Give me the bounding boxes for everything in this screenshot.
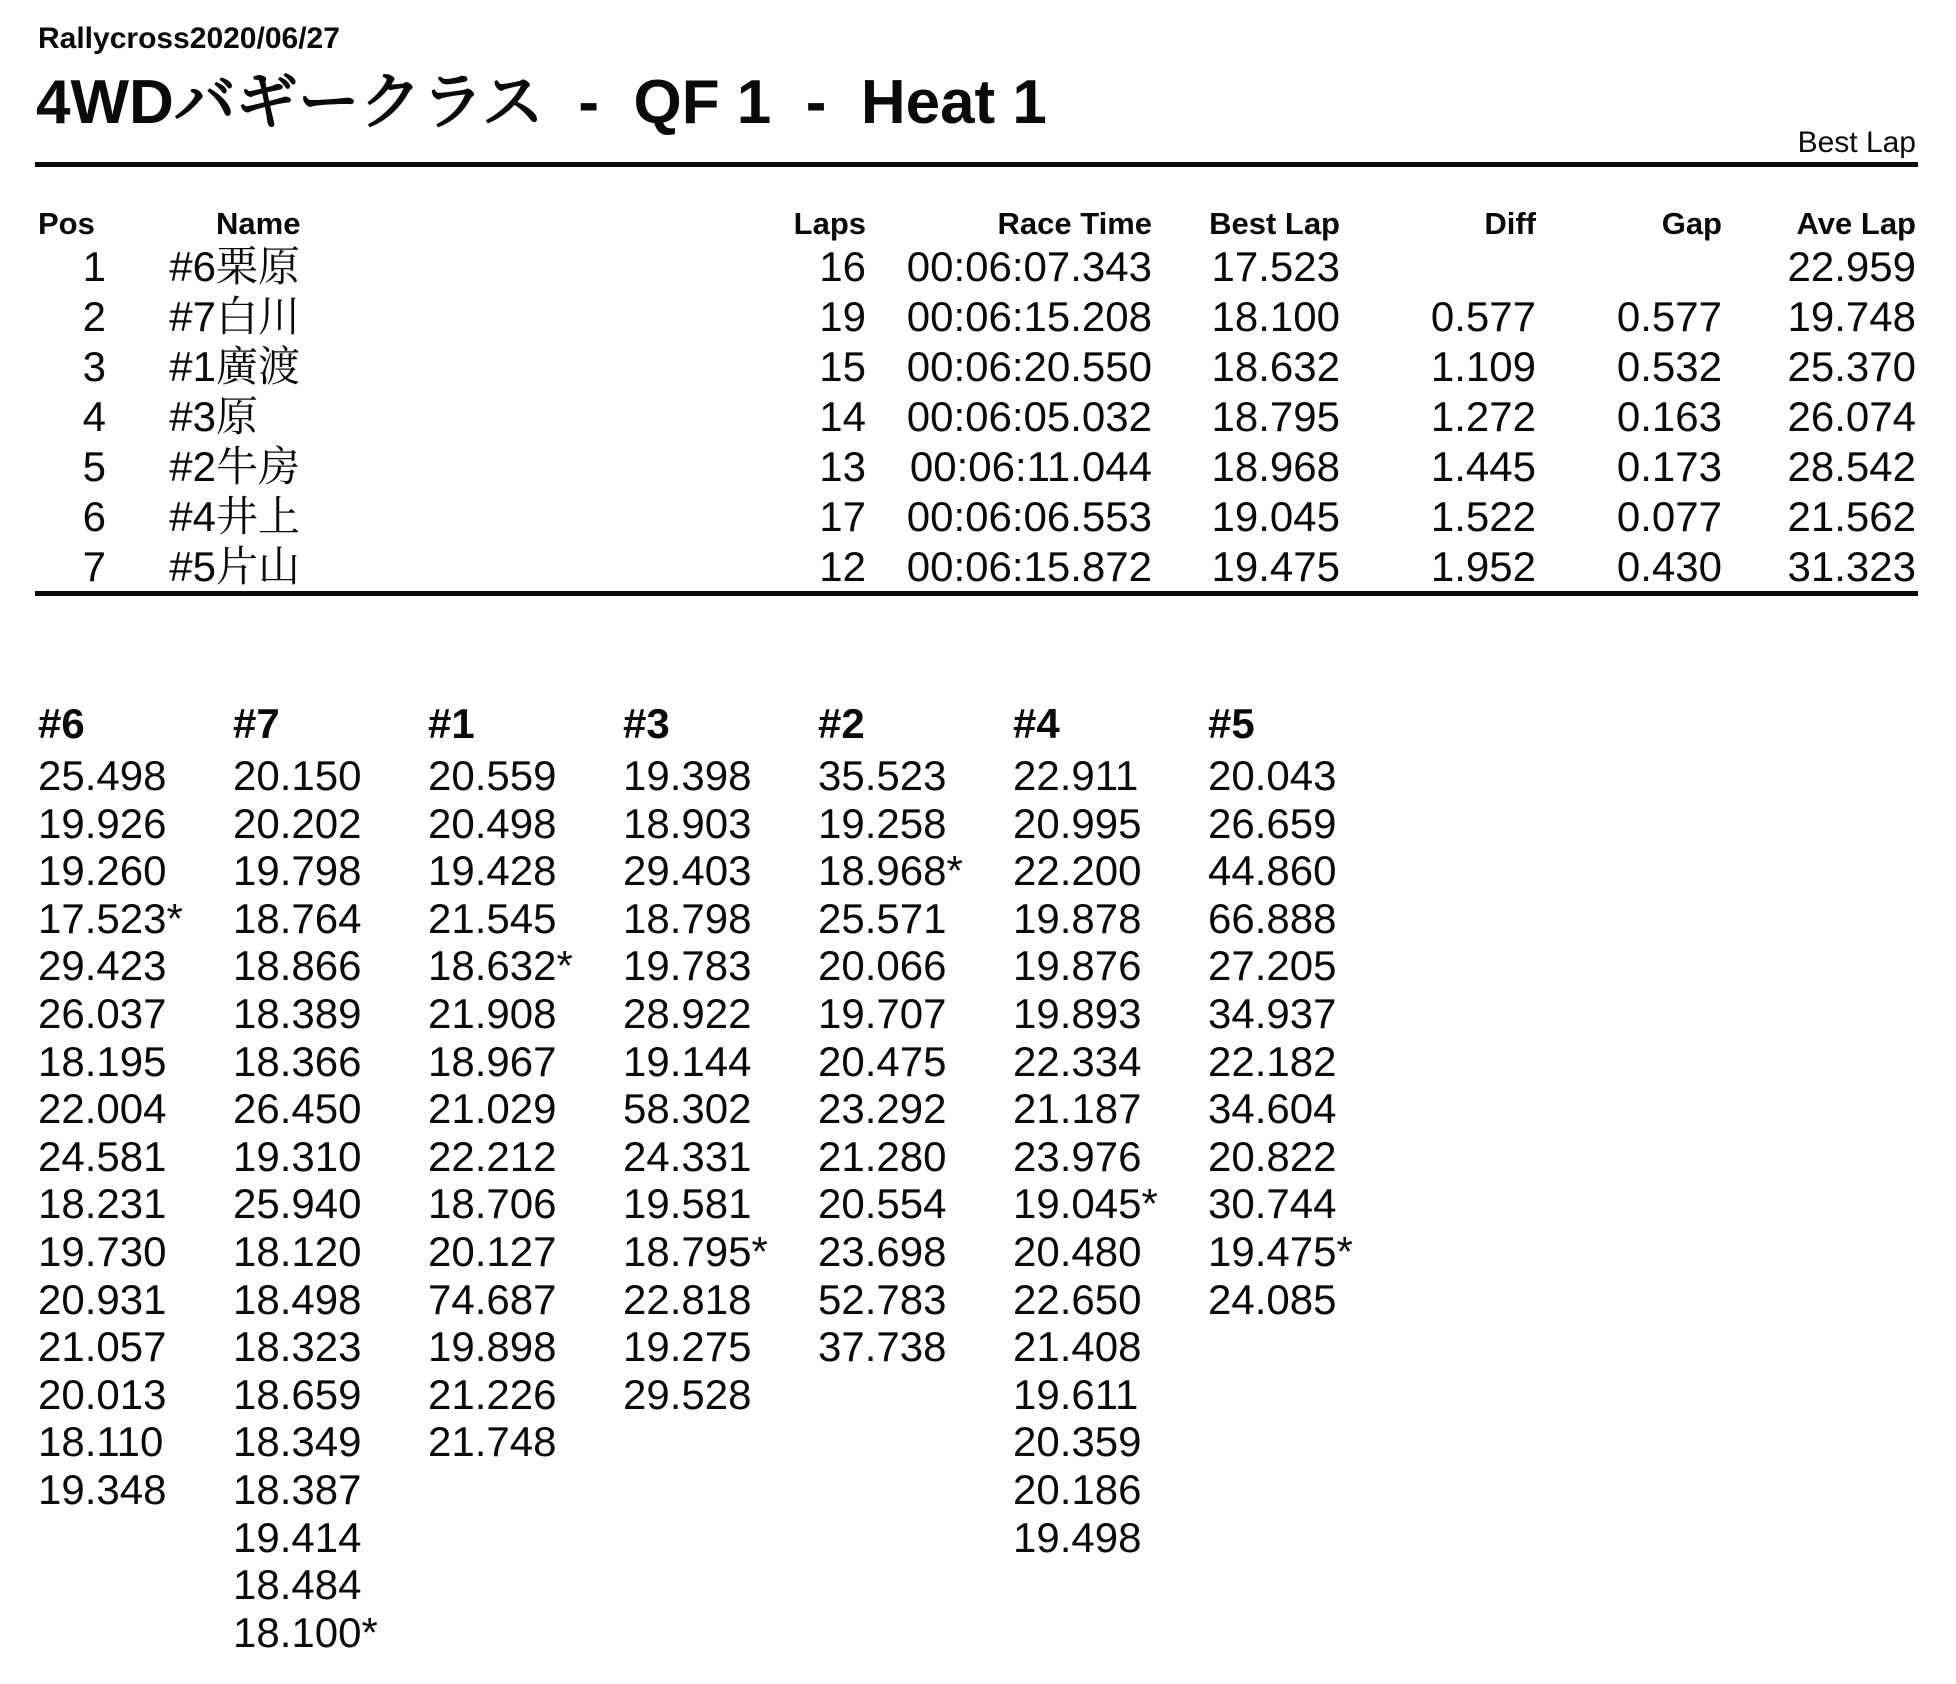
lap-time: 18.387 — [233, 1465, 362, 1513]
diff-cell: 1.952 — [1430, 543, 1536, 590]
lap-column-car1 — [428, 700, 623, 1656]
lap-time: 19.898 — [428, 1323, 557, 1371]
result-row — [38, 492, 1916, 542]
lap-time: 19.498 — [1013, 1513, 1142, 1561]
lap-value-list — [233, 752, 428, 1656]
car-number-cell: #5 — [169, 543, 216, 590]
diff-cell: 1.445 — [1430, 443, 1536, 490]
col-laps: Laps — [793, 206, 866, 241]
lap-times-section — [38, 700, 1403, 1656]
lap-time: 22.334 — [1013, 1037, 1142, 1085]
lap-time: 22.212 — [428, 1132, 557, 1180]
lap-time: 24.085 — [1208, 1275, 1337, 1323]
lap-time: 22.818 — [623, 1275, 752, 1323]
lap-time: 18.798 — [623, 894, 752, 942]
ave-lap-cell: 31.323 — [1787, 543, 1916, 590]
best-lap-cell: 18.968 — [1211, 443, 1340, 490]
lap-time: 18.349 — [233, 1418, 362, 1466]
diff-cell: 1.272 — [1430, 393, 1536, 440]
lap-time: 19.260 — [38, 847, 167, 895]
lap-value-list — [38, 752, 233, 1514]
lap-time: 18.498 — [233, 1275, 362, 1323]
lap-time: 22.182 — [1208, 1037, 1337, 1085]
lap-column-header: #2 — [818, 700, 865, 747]
position-cell: 5 — [82, 443, 106, 490]
lap-time: 20.202 — [233, 799, 362, 847]
lap-column-header: #5 — [1208, 700, 1255, 747]
diff-cell — [1340, 242, 1536, 292]
lap-value-list — [623, 752, 818, 1418]
diff-cell: 1.109 — [1430, 343, 1536, 390]
lap-time: 19.893 — [1013, 989, 1142, 1037]
lap-time: 26.450 — [233, 1085, 362, 1133]
lap-column-car6 — [38, 700, 233, 1656]
lap-time: 37.738 — [818, 1323, 947, 1371]
results-table — [38, 196, 1916, 592]
lap-value-list — [428, 752, 623, 1466]
lap-time: 19.414 — [233, 1513, 362, 1561]
ave-lap-cell: 21.562 — [1787, 493, 1916, 540]
lap-time: 21.748 — [428, 1418, 557, 1466]
position-cell: 1 — [82, 243, 106, 290]
lap-time: 24.331 — [623, 1132, 752, 1180]
lap-time: 18.795* — [623, 1227, 768, 1275]
lap-time: 20.559 — [428, 752, 557, 799]
lap-column-car4 — [1013, 700, 1208, 1656]
car-number-cell: #6 — [169, 243, 216, 290]
lap-time: 18.389 — [233, 989, 362, 1037]
lap-time: 20.475 — [818, 1037, 947, 1085]
ave-lap-cell: 25.370 — [1787, 343, 1916, 390]
lap-time: 58.302 — [623, 1085, 752, 1133]
lap-time: 19.258 — [818, 799, 947, 847]
car-number-cell: #3 — [169, 393, 216, 440]
laps-cell: 19 — [819, 293, 866, 340]
lap-time: 22.911 — [1013, 752, 1139, 799]
col-race-time: Race Time — [997, 206, 1152, 241]
result-row — [38, 392, 1916, 442]
lap-time: 27.205 — [1208, 942, 1337, 990]
lap-time: 18.903 — [623, 799, 752, 847]
lap-time: 20.480 — [1013, 1227, 1142, 1275]
results-body — [38, 242, 1916, 592]
lap-time: 18.706 — [428, 1180, 557, 1228]
laps-cell: 13 — [819, 443, 866, 490]
lap-time: 20.127 — [428, 1227, 557, 1275]
ave-lap-cell: 19.748 — [1787, 293, 1916, 340]
lap-column-header: #3 — [623, 700, 670, 747]
race-time-cell: 00:06:05.032 — [906, 393, 1152, 440]
lap-time: 35.523 — [818, 752, 947, 799]
lap-time: 19.707 — [818, 989, 947, 1037]
position-cell: 6 — [82, 493, 106, 540]
lap-time: 29.403 — [623, 847, 752, 895]
results-header-row — [38, 196, 1916, 242]
lap-time: 19.428 — [428, 847, 557, 895]
race-time-cell: 00:06:07.343 — [906, 243, 1152, 290]
best-lap-cell: 18.632 — [1211, 343, 1340, 390]
col-diff: Diff — [1484, 206, 1536, 241]
race-time-cell: 00:06:11.044 — [909, 443, 1152, 490]
lap-time: 19.798 — [233, 847, 362, 895]
driver-name-cell: 栗原 — [216, 243, 301, 290]
ave-lap-cell: 26.074 — [1787, 393, 1916, 440]
lap-time: 34.604 — [1208, 1085, 1337, 1133]
lap-time: 20.359 — [1013, 1418, 1142, 1466]
result-row — [38, 242, 1916, 292]
result-row — [38, 442, 1916, 492]
lap-time: 25.498 — [38, 752, 167, 799]
race-time-cell: 00:06:06.553 — [906, 493, 1152, 540]
page-title: 4WDバギークラス - QF 1 - Heat 1 — [36, 68, 1047, 137]
header-rule — [35, 162, 1918, 167]
lap-time: 20.066 — [818, 942, 947, 990]
lap-time: 19.878 — [1013, 894, 1142, 942]
lap-time: 21.280 — [818, 1132, 947, 1180]
lap-time: 21.408 — [1013, 1323, 1142, 1371]
diff-cell: 1.522 — [1430, 493, 1536, 540]
col-car-number — [106, 196, 216, 242]
position-cell: 4 — [82, 393, 106, 440]
lap-time: 22.650 — [1013, 1275, 1142, 1323]
best-lap-cell: 17.523 — [1211, 243, 1340, 290]
lap-time: 18.632* — [428, 942, 573, 990]
laps-cell: 15 — [819, 343, 866, 390]
best-lap-cell: 18.795 — [1211, 393, 1340, 440]
car-number-cell: #4 — [169, 493, 216, 540]
lap-time: 19.398 — [623, 752, 752, 799]
driver-name-cell: 片山 — [216, 543, 301, 590]
lap-time: 19.581 — [623, 1180, 752, 1228]
lap-time: 19.611 — [1013, 1370, 1139, 1418]
position-cell: 3 — [82, 343, 106, 390]
lap-value-list — [818, 752, 1013, 1371]
lap-column-car7 — [233, 700, 428, 1656]
lap-column-header: #4 — [1013, 700, 1060, 747]
gap-cell: 0.577 — [1616, 293, 1722, 340]
gap-cell: 0.173 — [1616, 443, 1722, 490]
lap-time: 20.043 — [1208, 752, 1337, 799]
gap-cell — [1536, 242, 1722, 292]
event-date-label: Rallycross2020/06/27 — [38, 22, 340, 55]
lap-time: 18.195 — [38, 1037, 167, 1085]
laps-cell: 14 — [819, 393, 866, 440]
lap-time: 20.822 — [1208, 1132, 1337, 1180]
lap-time: 19.783 — [623, 942, 752, 990]
lap-time: 66.888 — [1208, 894, 1337, 942]
lap-time: 19.475* — [1208, 1227, 1353, 1275]
lap-column-header: #1 — [428, 700, 475, 747]
car-number-cell: #7 — [169, 293, 216, 340]
lap-time: 21.545 — [428, 894, 557, 942]
lap-time: 74.687 — [428, 1275, 557, 1323]
lap-time: 21.226 — [428, 1370, 557, 1418]
lap-time: 29.528 — [623, 1370, 752, 1418]
gap-cell: 0.077 — [1616, 493, 1722, 540]
gap-cell: 0.532 — [1616, 343, 1722, 390]
lap-column-header: #6 — [38, 700, 85, 747]
lap-time: 44.860 — [1208, 847, 1337, 895]
lap-time: 20.554 — [818, 1180, 947, 1228]
lap-column-car5 — [1208, 700, 1403, 1656]
lap-time: 19.348 — [38, 1465, 167, 1513]
lap-time: 18.968* — [818, 847, 963, 895]
position-cell: 2 — [82, 293, 106, 340]
laps-cell: 17 — [819, 493, 866, 540]
best-lap-corner-label: Best Lap — [1797, 126, 1916, 159]
col-ave-lap: Ave Lap — [1796, 206, 1916, 241]
laps-cell: 12 — [819, 543, 866, 590]
position-cell: 7 — [82, 543, 106, 590]
lap-time: 20.995 — [1013, 799, 1142, 847]
lap-value-list — [1013, 752, 1208, 1561]
lap-time: 18.484 — [233, 1561, 362, 1609]
lap-time: 21.057 — [38, 1323, 167, 1371]
lap-time: 18.110 — [38, 1418, 164, 1466]
lap-time: 26.037 — [38, 989, 167, 1037]
ave-lap-cell: 22.959 — [1787, 243, 1916, 290]
driver-name-cell: 廣渡 — [216, 343, 301, 390]
lap-time: 28.922 — [623, 989, 752, 1037]
lap-time: 19.926 — [38, 799, 167, 847]
col-name: Name — [216, 206, 301, 241]
result-row — [38, 292, 1916, 342]
race-time-cell: 00:06:15.208 — [906, 293, 1152, 340]
lap-time: 19.045* — [1013, 1180, 1158, 1228]
lap-time: 34.937 — [1208, 989, 1337, 1037]
best-lap-cell: 19.045 — [1211, 493, 1340, 540]
race-time-cell: 00:06:20.550 — [906, 343, 1152, 390]
laps-cell: 16 — [819, 243, 866, 290]
lap-time: 25.940 — [233, 1180, 362, 1228]
lap-time: 21.908 — [428, 989, 557, 1037]
diff-cell: 0.577 — [1430, 293, 1536, 340]
lap-time: 24.581 — [38, 1132, 167, 1180]
driver-name-cell: 井上 — [216, 493, 301, 540]
lap-time: 52.783 — [818, 1275, 947, 1323]
lap-time: 20.013 — [38, 1370, 167, 1418]
table-bottom-rule — [35, 591, 1918, 596]
lap-column-header: #7 — [233, 700, 280, 747]
gap-cell: 0.430 — [1616, 543, 1722, 590]
best-lap-cell: 18.100 — [1211, 293, 1340, 340]
col-gap: Gap — [1661, 206, 1722, 241]
lap-time: 29.423 — [38, 942, 167, 990]
lap-time: 19.275 — [623, 1323, 752, 1371]
lap-column-car2 — [818, 700, 1013, 1656]
gap-cell: 0.163 — [1616, 393, 1722, 440]
lap-time: 18.231 — [38, 1180, 167, 1228]
result-row — [38, 342, 1916, 392]
lap-time: 20.931 — [38, 1275, 167, 1323]
lap-time: 23.292 — [818, 1085, 947, 1133]
lap-time: 22.004 — [38, 1085, 167, 1133]
lap-time: 23.698 — [818, 1227, 947, 1275]
lap-time: 18.659 — [233, 1370, 362, 1418]
lap-time: 18.100* — [233, 1608, 378, 1656]
car-number-cell: #1 — [169, 343, 216, 390]
lap-time: 19.310 — [233, 1132, 362, 1180]
lap-time: 18.967 — [428, 1037, 557, 1085]
lap-time: 22.200 — [1013, 847, 1142, 895]
lap-time: 18.866 — [233, 942, 362, 990]
lap-time: 20.498 — [428, 799, 557, 847]
lap-time: 23.976 — [1013, 1132, 1142, 1180]
driver-name-cell: 牛房 — [216, 443, 301, 490]
lap-time: 19.730 — [38, 1227, 167, 1275]
driver-name-cell: 原 — [216, 393, 259, 440]
lap-time: 18.366 — [233, 1037, 362, 1085]
car-number-cell: #2 — [169, 443, 216, 490]
ave-lap-cell: 28.542 — [1787, 443, 1916, 490]
lap-time: 19.876 — [1013, 942, 1142, 990]
lap-time: 19.144 — [623, 1037, 752, 1085]
lap-time: 30.744 — [1208, 1180, 1337, 1228]
lap-time: 21.187 — [1013, 1085, 1142, 1133]
col-best-lap: Best Lap — [1209, 206, 1340, 241]
driver-name-cell: 白川 — [216, 293, 301, 340]
lap-time: 21.029 — [428, 1085, 557, 1133]
col-pos: Pos — [38, 206, 95, 241]
best-lap-cell: 19.475 — [1211, 543, 1340, 590]
race-time-cell: 00:06:15.872 — [906, 543, 1152, 590]
lap-time: 25.571 — [818, 894, 947, 942]
lap-time: 17.523* — [38, 894, 183, 942]
lap-column-car3 — [623, 700, 818, 1656]
lap-value-list — [1208, 752, 1403, 1323]
lap-time: 18.120 — [233, 1227, 362, 1275]
result-row — [38, 542, 1916, 592]
lap-time: 18.323 — [233, 1323, 362, 1371]
lap-time: 20.150 — [233, 752, 362, 799]
lap-time: 20.186 — [1013, 1465, 1142, 1513]
lap-time: 18.764 — [233, 894, 362, 942]
lap-time: 26.659 — [1208, 799, 1337, 847]
